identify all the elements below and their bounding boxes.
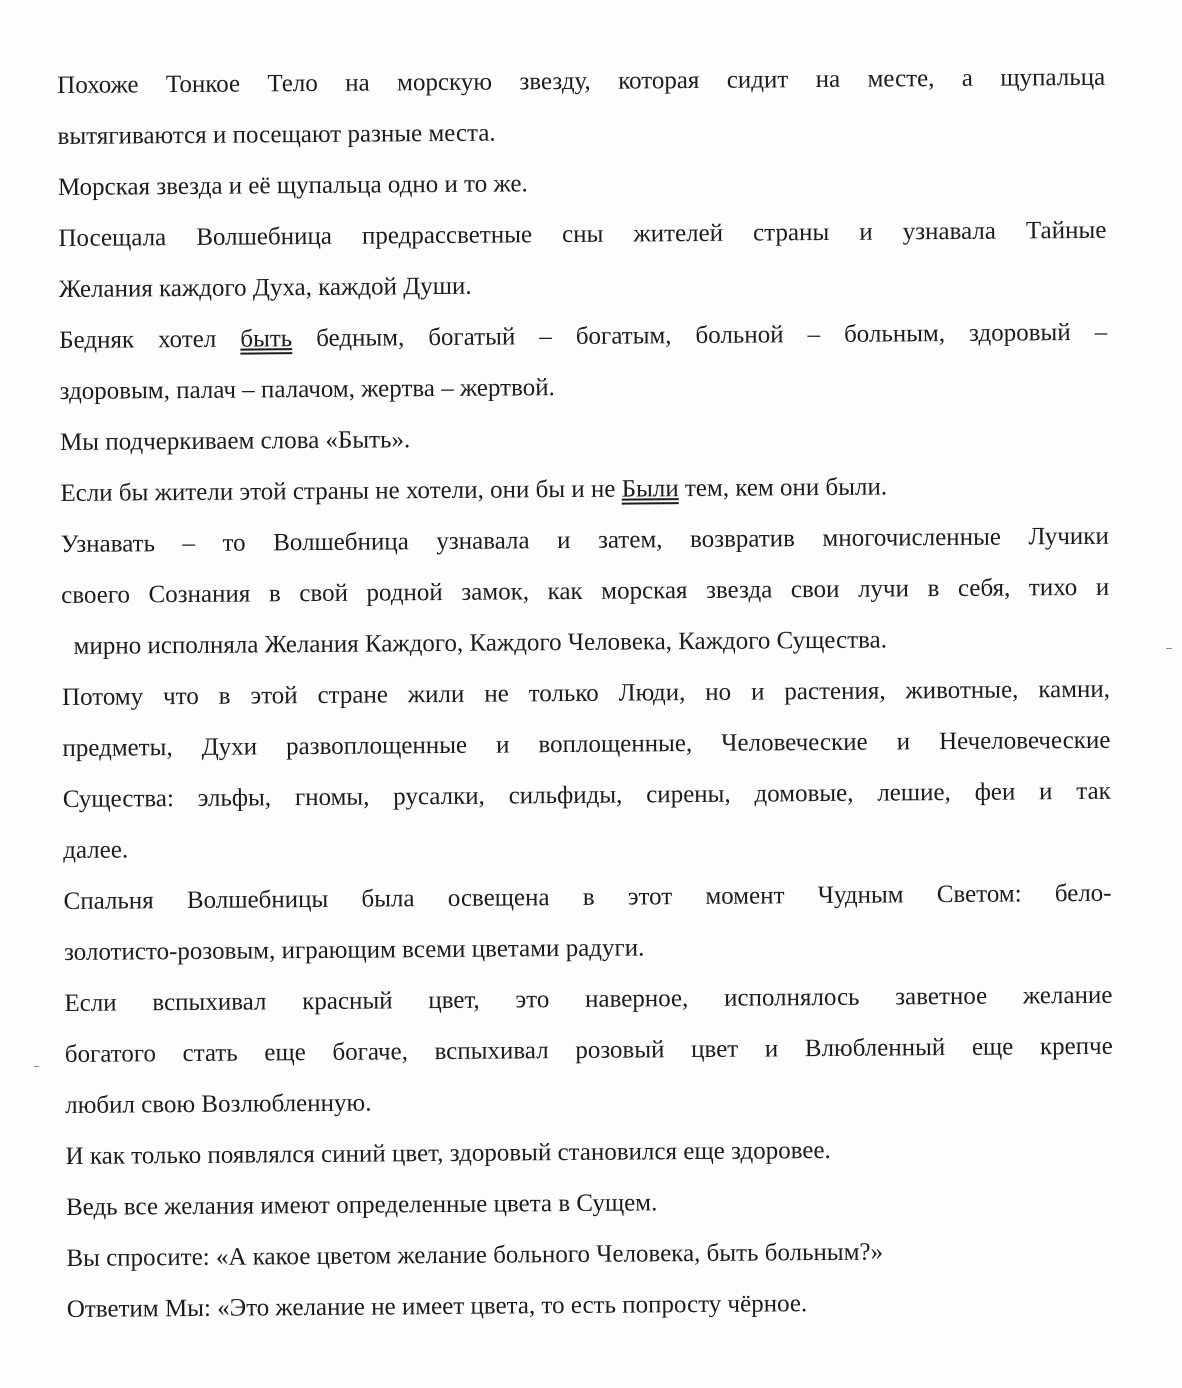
text-line: Морская звезда и её щупальца одно и то же. [57, 170, 528, 201]
text-line: предметы, Духи развоплощенные и воплощенные, Человеческие и Нечеловеческие [62, 726, 1111, 762]
text-fragment: бедным, богатый – богатым, больной – больным, здоровый – [292, 318, 1108, 353]
text-line: Вы спросите: «А какое цветом желание больного Человека, быть больным?» [66, 1238, 884, 1272]
document-body [57, 52, 1115, 1335]
text-fragment: Бедняк хотел [59, 325, 241, 354]
text-fragment: тем, кем они были. [678, 473, 888, 503]
text-line: Ведь все желания имеют определенные цвета в Сущем. [65, 1189, 658, 1221]
text-line [59, 307, 1107, 366]
text-line: своего Сознания в свой родной замок, как морская звезда свои лучи в себя, тихо и [61, 573, 1110, 609]
text-line: Потому что в этой стране жили не только Люди, но и растения, животные, камни, [61, 675, 1111, 711]
text-line: И как только появлялся синий цвет, здоровый становился еще здоровее. [65, 1136, 831, 1170]
text-line: Существа: эльфы, гномы, русалки, сильфиды, сирены, домовые, лешие, феи и так [62, 777, 1111, 813]
scan-speck [1166, 648, 1172, 649]
text-line: Если вспыхивал красный цвет, это наверное, исполнялось заветное желание [64, 981, 1113, 1017]
text-line [60, 460, 1108, 519]
text-line: здоровым, палач – палачом, жертва – жертвой. [59, 374, 555, 405]
text-line: Ответим Мы: «Это желание не имеет цвета, то есть попросту чёрное. [66, 1290, 808, 1323]
text-line: золотисто-розовым, играющим всеми цветами радуги. [63, 934, 645, 966]
text-line: Мы подчеркиваем слова «Быть». [59, 426, 411, 456]
text-line: любил свою Возлюбленную. [65, 1089, 372, 1119]
text-line: Похоже Тонкое Тело на морскую звезду, которая сидит на месте, а щупальца [57, 63, 1106, 99]
underlined-word: Были [621, 475, 679, 503]
underlined-word: быть [240, 325, 293, 353]
text-line: Спальня Волшебницы была освещена в этот момент Чудным Светом: бело- [63, 879, 1112, 915]
text-line: далее. [63, 836, 129, 864]
text-line: мирно исполняла Желания Каждого, Каждого Человека, Каждого Существа. [73, 626, 888, 660]
text-line: Желания каждого Духа, каждой Души. [58, 272, 472, 303]
text-line: богатого стать еще богаче, вспыхивал розовый цвет и Влюбленный еще крепче [64, 1032, 1113, 1068]
text-line: Узнавать – то Волшебница узнавала и затем, возвратив многочисленные Лучики [60, 522, 1109, 558]
text-fragment: Если бы жители этой страны не хотели, они бы и не [60, 475, 622, 507]
scan-speck [34, 1066, 39, 1067]
text-line: вытягиваются и посещают разные места. [57, 119, 496, 150]
text-line: Посещала Волшебница предрассветные сны жителей страны и узнавала Тайные [58, 216, 1107, 252]
